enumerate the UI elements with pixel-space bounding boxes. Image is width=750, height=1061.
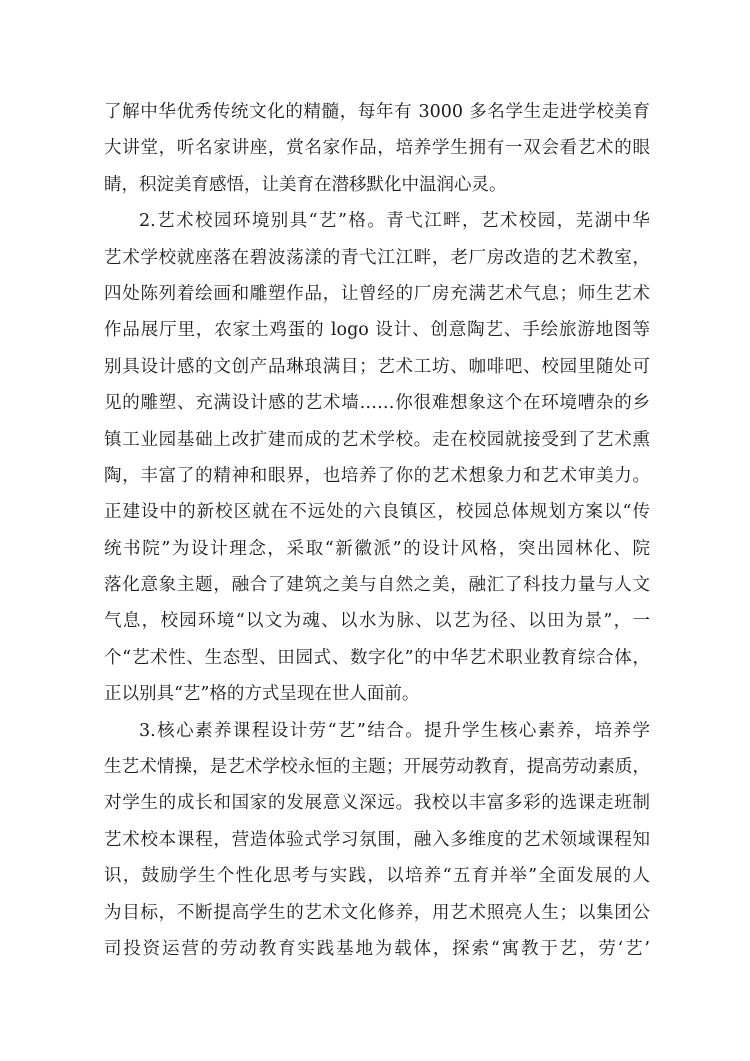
text-line: 统书院”为设计理念，采取“新徽派”的设计风格，突出园林化、院 [104, 538, 650, 559]
text-line: 见的雕塑、充满设计感的艺术墙……你很难想象这个在环境嘈杂的乡 [104, 393, 650, 414]
text-line: 睛，积淀美育感悟，让美育在潜移默化中温润心灵。 [104, 174, 507, 195]
section-heading-line: 2.艺术校园环境别具“艺”格。青弋江畔，艺术校园，芜湖中华 [139, 211, 650, 232]
text-line: 大讲堂，听名家讲座，赏名家作品，培养学生拥有一双会看艺术的眼 [104, 138, 650, 159]
text-line: 为目标，不断提高学生的艺术文化修养，用艺术照亮人生；以集团公 [104, 902, 650, 923]
text-line: 正建设中的新校区就在不远处的六良镇区，校园总体规划方案以“传 [104, 502, 650, 523]
text-line: 镇工业园基础上改扩建而成的艺术学校。走在校园就接受到了艺术熏 [104, 429, 650, 450]
text-line: 艺术学校就座落在碧波荡漾的青弋江江畔，老厂房改造的艺术教室， [104, 247, 650, 268]
text-line: 别具设计感的文创产品琳琅满目；艺术工坊、咖啡吧、校园里随处可 [104, 356, 650, 377]
text-line: 个“艺术性、生态型、田园式、数字化”的中华艺术职业教育综合体， [104, 647, 650, 668]
text-line: 落化意象主题，融合了建筑之美与自然之美，融汇了科技力量与人文 [104, 575, 650, 596]
text-line: 识，鼓励学生个性化思考与实践，以培养“五育并举”全面发展的人 [104, 866, 650, 887]
text-line: 司投资运营的劳动教育实践基地为载体，探索“寓教于艺，劳‘艺’ [104, 938, 650, 959]
body-text [104, 94, 650, 967]
section-heading-line: 3.核心素养课程设计劳“艺”结合。提升学生核心素养，培养学 [139, 720, 650, 741]
text-line: 艺术校本课程，营造体验式学习氛围，融入多维度的艺术领域课程知 [104, 829, 650, 850]
text-line: 生艺术情操，是艺术学校永恒的主题；开展劳动教育，提高劳动素质， [104, 757, 650, 778]
text-line: 正以别具“艺”格的方式呈现在世人面前。 [104, 684, 420, 705]
text-line: 对学生的成长和国家的发展意义深远。我校以丰富多彩的选课走班制 [104, 793, 650, 814]
text-line: 作品展厅里，农家土鸡蛋的 logo 设计、创意陶艺、手绘旅游地图等 [104, 320, 650, 341]
text-line: 气息，校园环境“以文为魂、以水为脉、以艺为径、以田为景”，一 [104, 611, 650, 632]
text-line: 了解中华优秀传统文化的精髓，每年有 3000 多名学生走进学校美育 [104, 102, 650, 122]
text-line: 四处陈列着绘画和雕塑作品，让曾经的厂房充满艺术气息；师生艺术 [104, 283, 650, 304]
text-line: 陶，丰富了的精神和眼界，也培养了你的艺术想象力和艺术审美力。 [104, 465, 650, 486]
